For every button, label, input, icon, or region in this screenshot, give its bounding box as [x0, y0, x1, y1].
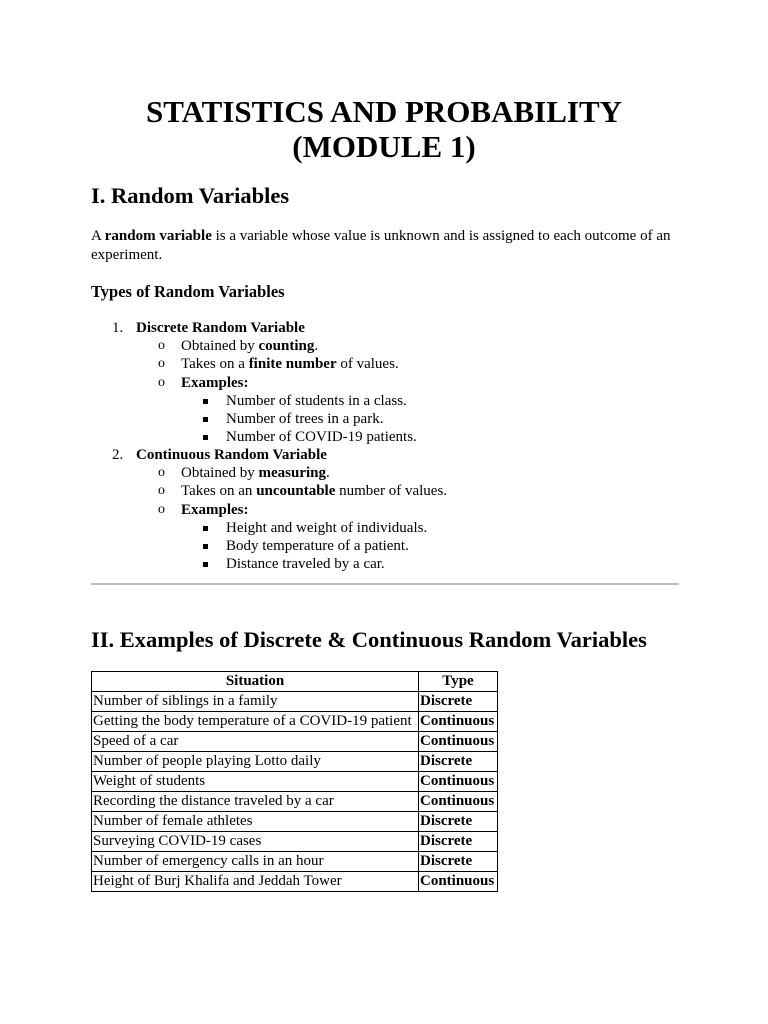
type-point [181, 464, 330, 482]
circle-bullet-icon: o [158, 356, 165, 372]
type-point [181, 501, 249, 519]
situation-cell: Height of Burj Khalifa and Jeddah Tower [92, 872, 419, 892]
circle-bullet-icon: o [158, 501, 165, 517]
table-body [92, 692, 498, 892]
point-post: of values. [336, 356, 399, 373]
table-row [92, 852, 498, 872]
point-bold: finite number [248, 356, 337, 373]
type-cell: Continuous [419, 772, 498, 792]
section-1-heading: I. Random Variables [91, 183, 290, 208]
table-row [92, 772, 498, 792]
situation-cell: Getting the body temperature of a COVID-19 patient [92, 712, 419, 732]
type-point [181, 374, 249, 392]
table-row [92, 832, 498, 852]
square-bullet-icon [203, 435, 208, 440]
situation-cell: Recording the distance traveled by a car [92, 792, 419, 812]
point-post: . [325, 465, 330, 482]
point-pre: Takes on a [181, 356, 249, 373]
type-cell: Discrete [419, 832, 498, 852]
list-number: 1. [112, 320, 124, 336]
type-cell: Discrete [419, 752, 498, 772]
circle-bullet-icon: o [158, 465, 165, 481]
type-point [181, 355, 399, 373]
header-situation: Situation [92, 672, 419, 692]
table-row [92, 872, 498, 892]
type-cell: Discrete [419, 692, 498, 712]
example-item: Number of trees in a park. [226, 411, 384, 427]
point-post: number of values. [335, 483, 448, 500]
circle-bullet-icon: o [158, 374, 165, 390]
section-divider [91, 583, 679, 585]
point-bold: uncountable [256, 483, 336, 500]
point-pre: Obtained by [181, 465, 259, 482]
type-name: Discrete Random Variable [136, 320, 305, 336]
type-name: Continuous Random Variable [136, 447, 327, 463]
examples-table [91, 671, 498, 892]
point-pre: Obtained by [181, 338, 259, 355]
example-item: Body temperature of a patient. [226, 538, 409, 554]
point-bold: Examples: [181, 501, 249, 518]
type-point [181, 482, 447, 500]
square-bullet-icon [203, 544, 208, 549]
situation-cell: Weight of students [92, 772, 419, 792]
table-row [92, 692, 498, 712]
type-cell: Continuous [419, 712, 498, 732]
example-item: Number of students in a class. [226, 392, 407, 409]
table-row [92, 792, 498, 812]
circle-bullet-icon: o [158, 338, 165, 354]
point-pre: Takes on an [181, 483, 257, 500]
point-bold: counting [258, 338, 315, 355]
intro-paragraph [91, 227, 679, 265]
table-row [92, 712, 498, 732]
point-bold: Examples: [181, 374, 249, 391]
situation-cell: Number of people playing Lotto daily [92, 752, 419, 772]
type-cell: Continuous [419, 792, 498, 812]
type-cell: Discrete [419, 852, 498, 872]
point-bold: measuring [258, 465, 326, 482]
types-subheading: Types of Random Variables [91, 282, 285, 301]
circle-bullet-icon: o [158, 483, 165, 499]
example-item: Height and weight of individuals. [226, 519, 428, 536]
list-number: 2. [112, 447, 124, 463]
type-point [181, 337, 318, 355]
intro-term: random variable [104, 228, 212, 244]
table-row [92, 752, 498, 772]
type-cell: Discrete [419, 812, 498, 832]
square-bullet-icon [203, 562, 208, 567]
square-bullet-icon [203, 417, 208, 422]
page-title [0, 94, 768, 164]
intro-post: is a variable whose value is unknown and is assigned to each outcome of an experiment. [91, 228, 671, 263]
title-line-1: STATISTICS AND PROBABILITY [145, 94, 623, 129]
square-bullet-icon [203, 526, 208, 531]
situation-cell: Speed of a car [92, 732, 419, 752]
situation-cell: Number of emergency calls in an hour [92, 852, 419, 872]
table-row [92, 812, 498, 832]
type-cell: Continuous [419, 732, 498, 752]
table-row [92, 732, 498, 752]
intro-pre: A [91, 228, 105, 244]
section-2-heading: II. Examples of Discrete & Continuous Random Variables [91, 627, 647, 652]
type-cell: Continuous [419, 872, 498, 892]
title-line-2: (MODULE 1) [292, 129, 476, 164]
situation-cell: Number of siblings in a family [92, 692, 419, 712]
table-header-row [92, 672, 498, 692]
situation-cell: Surveying COVID-19 cases [92, 832, 419, 852]
square-bullet-icon [203, 399, 208, 404]
example-item: Distance traveled by a car. [226, 556, 385, 573]
header-type: Type [419, 672, 498, 692]
point-post: . [314, 338, 319, 355]
situation-cell: Number of female athletes [92, 812, 419, 832]
example-item: Number of COVID-19 patients. [226, 429, 417, 446]
